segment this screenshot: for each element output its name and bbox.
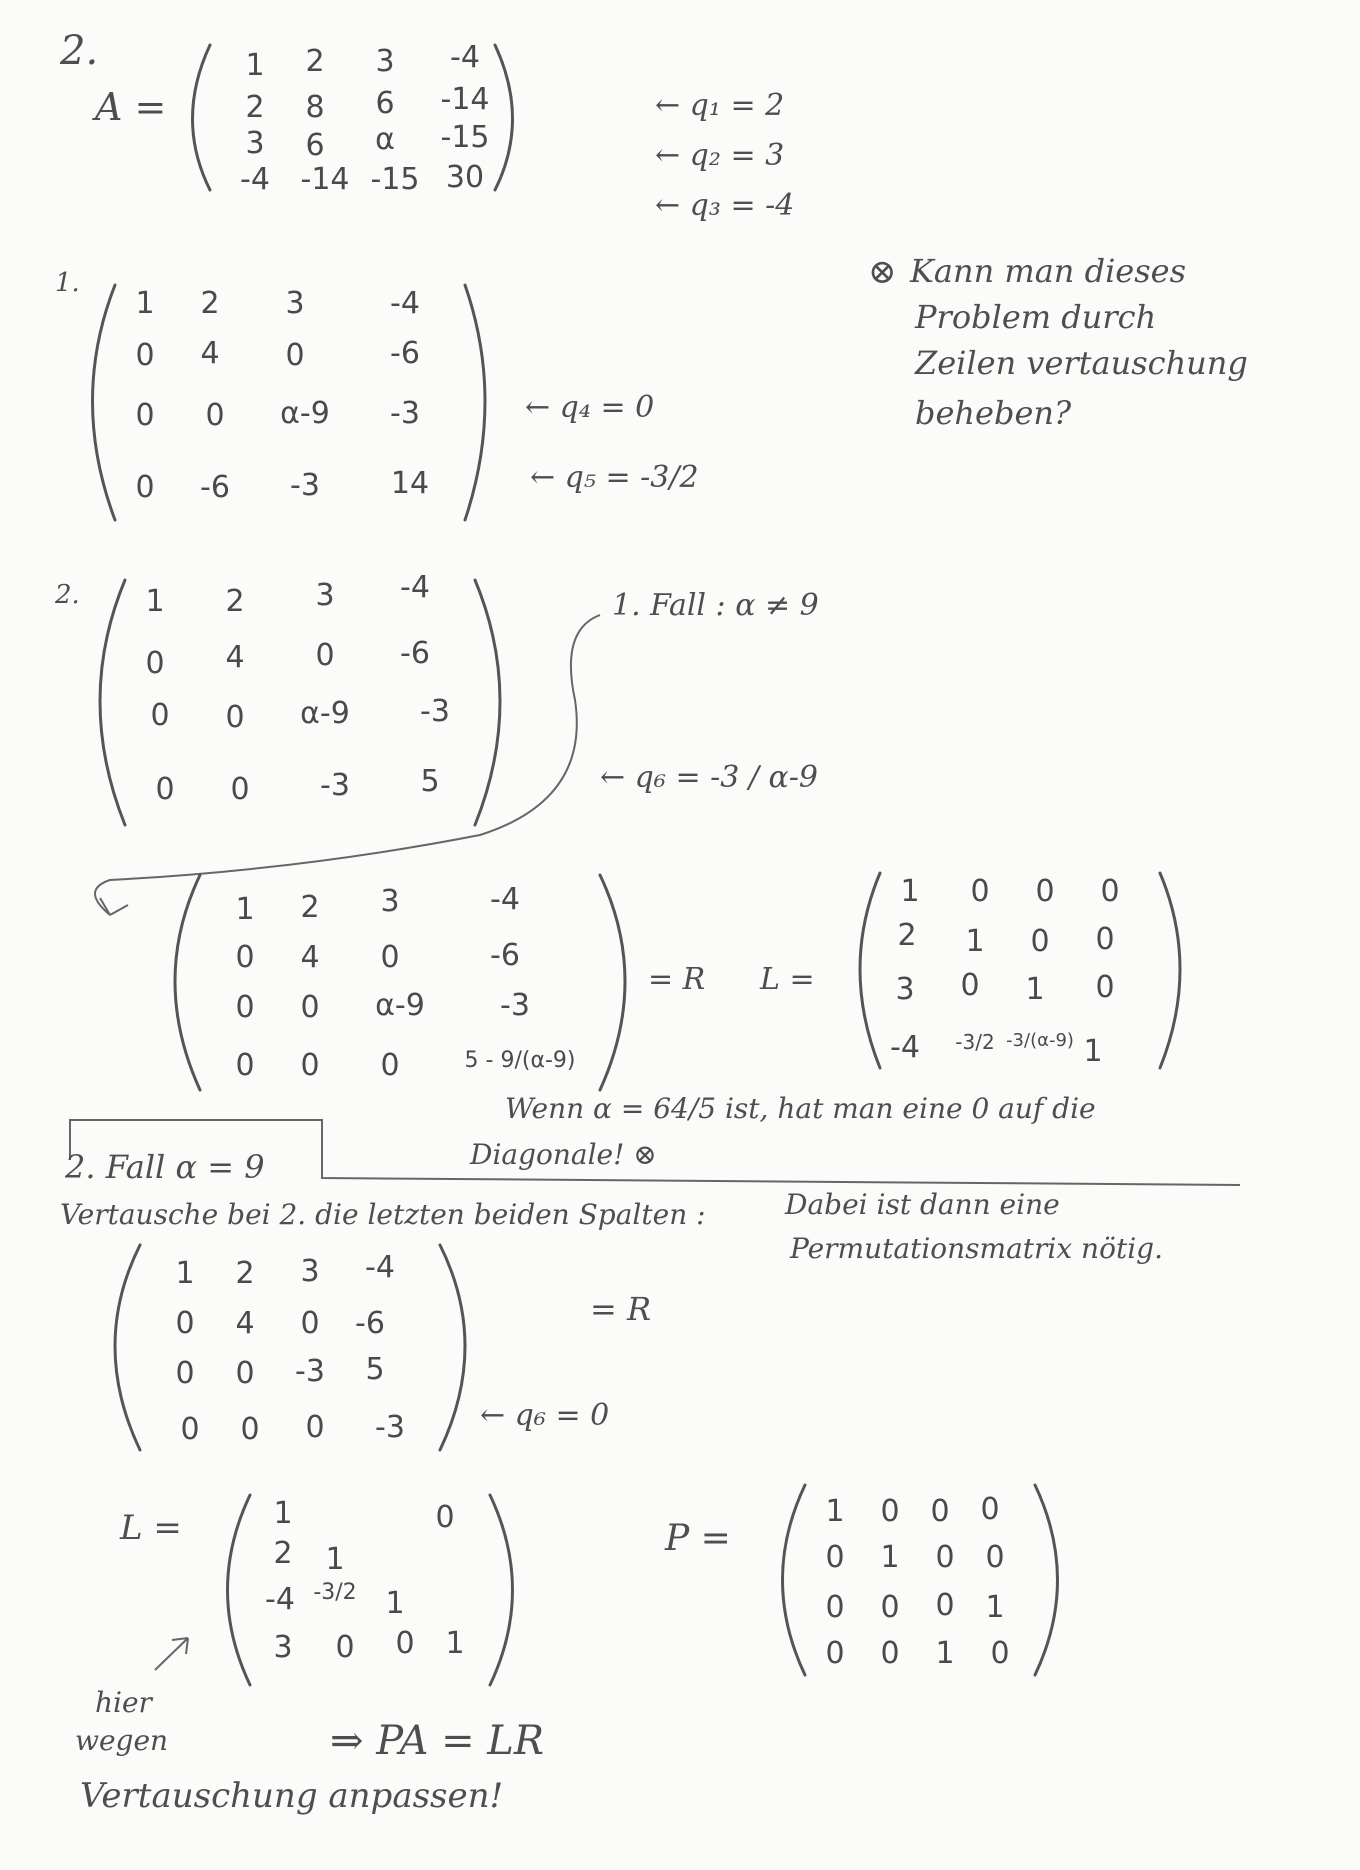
s2-cell: 2 — [225, 584, 245, 619]
l1-cell: 0 — [1100, 874, 1120, 909]
a-cell: 6 — [305, 128, 325, 163]
l1-cell: -3/2 — [955, 1030, 995, 1054]
p-cell: 0 — [825, 1590, 845, 1625]
s1-cell: 4 — [200, 336, 220, 371]
r2-cell: -3 — [295, 1354, 325, 1389]
a-cell: 3 — [375, 44, 395, 79]
s1-cell: 0 — [135, 398, 155, 433]
s2-cell: -3 — [320, 768, 350, 803]
a-cell: -14 — [300, 162, 350, 197]
s1-cell: 14 — [390, 466, 430, 501]
l1-cell: 1 — [965, 924, 985, 959]
r2-cell: 0 — [240, 1412, 260, 1447]
s1-cell: 3 — [285, 286, 305, 321]
case2-p-label: P = — [665, 1518, 731, 1559]
r1-cell: -6 — [490, 938, 520, 973]
matrix-a-label: A = — [95, 85, 167, 129]
s2-cell: 5 — [420, 764, 440, 799]
r2-cell: -4 — [365, 1250, 395, 1285]
factor-q6: ← q₆ = -3 / α-9 — [600, 760, 818, 795]
p-cell: 0 — [880, 1590, 900, 1625]
a-cell: -14 — [440, 82, 490, 117]
l2-cell: -4 — [265, 1582, 295, 1617]
case2-title: 2. Fall α = 9 — [65, 1148, 265, 1186]
r1-cell: 0 — [380, 940, 400, 975]
s1-cell: 1 — [135, 286, 155, 321]
s1-cell: -3 — [290, 468, 320, 503]
p-cell: 0 — [880, 1494, 900, 1529]
a-cell: 8 — [305, 90, 325, 125]
case2-l-label: L = — [120, 1508, 182, 1548]
s1-cell: -3 — [390, 396, 420, 431]
r2-cell: 1 — [175, 1256, 195, 1291]
l1-cell: 0 — [1095, 970, 1115, 1005]
r1-cell: 0 — [235, 990, 255, 1025]
p-cell: 0 — [825, 1636, 845, 1671]
r1-cell: 4 — [300, 940, 320, 975]
r2-cell: 0 — [235, 1356, 255, 1391]
a-cell: -15 — [370, 162, 420, 197]
a-cell: 30 — [445, 160, 485, 195]
note-line: Zeilen vertauschung — [915, 344, 1248, 382]
s2-cell: -6 — [400, 636, 430, 671]
problem-number: 2. — [60, 28, 99, 74]
r2-cell: 0 — [300, 1306, 320, 1341]
factor-q4: ← q₄ = 0 — [525, 390, 655, 425]
s1-cell: -4 — [390, 286, 420, 321]
r1-cell: 0 — [235, 1048, 255, 1083]
r1-cell: 2 — [300, 890, 320, 925]
factor-q3: ← q₃ = -4 — [655, 188, 795, 223]
conclusion-pa-lr: ⇒ PA = LR — [330, 1718, 544, 1764]
l2-cell: 0 — [395, 1626, 415, 1661]
r1-cell: 5 - 9/(α-9) — [464, 1048, 576, 1073]
p-cell: 0 — [880, 1636, 900, 1671]
l1-cell: 0 — [1035, 874, 1055, 909]
case1-l-label: L = — [760, 962, 815, 997]
step1-label: 1. — [55, 268, 80, 298]
s2-cell: 1 — [145, 584, 165, 619]
s1-cell: 0 — [135, 470, 155, 505]
s1-cell: -6 — [390, 336, 420, 371]
l1-cell: -3/(α-9) — [1006, 1030, 1074, 1051]
a-cell: -4 — [450, 40, 480, 75]
l2-cell: 0 — [335, 1630, 355, 1665]
r2-cell: 0 — [305, 1410, 325, 1445]
s2-cell: -3 — [420, 694, 450, 729]
l2-cell: 1 — [385, 1586, 405, 1621]
r2-cell: -3 — [375, 1410, 405, 1445]
p-cell: 0 — [990, 1636, 1010, 1671]
r1-cell: -3 — [500, 988, 530, 1023]
a-cell: -15 — [440, 120, 490, 155]
r2-cell: 0 — [175, 1356, 195, 1391]
s1-cell: -6 — [200, 470, 230, 505]
l1-cell: 0 — [970, 874, 990, 909]
r1-cell: 0 — [300, 990, 320, 1025]
r2-cell: 2 — [235, 1256, 255, 1291]
s1-cell: α-9 — [280, 396, 330, 431]
l1-cell: 1 — [1025, 972, 1045, 1007]
r1-cell: 0 — [300, 1048, 320, 1083]
a-cell: -4 — [240, 162, 270, 197]
l1-cell: 0 — [1030, 924, 1050, 959]
s1-cell: 0 — [285, 338, 305, 373]
case1-title: 1. Fall : α ≠ 9 — [612, 588, 819, 623]
side-note-line1: hier — [95, 1686, 152, 1719]
l2-cell: 0 — [435, 1500, 455, 1535]
r1-cell: 0 — [235, 940, 255, 975]
p-cell: 0 — [980, 1492, 1000, 1527]
s1-cell: 2 — [200, 286, 220, 321]
note-symbol: ⊗ — [868, 252, 897, 292]
r1-cell: α-9 — [375, 988, 425, 1023]
case2-instruction: Vertausche bei 2. die letzten beiden Spalten : — [60, 1198, 706, 1231]
s1-cell: 0 — [135, 338, 155, 373]
p-cell: 1 — [880, 1540, 900, 1575]
case2-factor-q6: ← q₆ = 0 — [480, 1398, 610, 1433]
r2-cell: 4 — [235, 1306, 255, 1341]
l1-cell: 0 — [1095, 922, 1115, 957]
l1-cell: 2 — [897, 918, 917, 953]
a-cell: α — [375, 122, 395, 157]
r1-cell: 3 — [380, 884, 400, 919]
r2-cell: 0 — [180, 1412, 200, 1447]
s1-cell: 0 — [205, 398, 225, 433]
p-cell: 1 — [985, 1590, 1005, 1625]
s2-cell: 4 — [225, 640, 245, 675]
l1-cell: -4 — [890, 1030, 920, 1065]
side-note-line2: wegen — [75, 1724, 169, 1757]
p-cell: 1 — [935, 1636, 955, 1671]
s2-cell: 0 — [225, 700, 245, 735]
factor-q1: ← q₁ = 2 — [655, 88, 785, 123]
p-cell: 0 — [930, 1494, 950, 1529]
r1-cell: -4 — [490, 882, 520, 917]
a-cell: 3 — [245, 126, 265, 161]
l1-cell: 1 — [1083, 1034, 1103, 1069]
r2-cell: 5 — [365, 1352, 385, 1387]
s2-cell: -4 — [400, 570, 430, 605]
l2-cell: 1 — [273, 1496, 293, 1531]
note-line: Problem durch — [915, 298, 1157, 336]
l1-cell: 3 — [895, 972, 915, 1007]
s2-cell: 0 — [230, 772, 250, 807]
step2-label: 2. — [55, 580, 80, 610]
l1-cell: 0 — [960, 968, 980, 1003]
l2-cell: 2 — [273, 1536, 293, 1571]
l2-cell: -3/2 — [313, 1580, 357, 1605]
factor-q2: ← q₂ = 3 — [655, 138, 785, 173]
case1-r-label: = R — [648, 962, 706, 997]
p-cell: 0 — [825, 1540, 845, 1575]
note-line: Kann man dieses — [910, 252, 1187, 290]
s2-cell: 0 — [150, 698, 170, 733]
s2-cell: 3 — [315, 578, 335, 613]
side-note-arrow — [150, 1630, 200, 1680]
side-note-line3: Vertauschung anpassen! — [80, 1776, 504, 1816]
l2-cell: 1 — [445, 1626, 465, 1661]
r1-cell: 0 — [380, 1048, 400, 1083]
p-cell: 1 — [825, 1494, 845, 1529]
s2-cell: 0 — [155, 772, 175, 807]
a-cell: 2 — [305, 44, 325, 79]
s2-cell: α-9 — [300, 696, 350, 731]
r2-cell: 3 — [300, 1254, 320, 1289]
note-line: beheben? — [915, 394, 1072, 432]
p-cell: 0 — [935, 1540, 955, 1575]
s2-cell: 0 — [315, 638, 335, 673]
r1-cell: 1 — [235, 892, 255, 927]
l2-cell: 3 — [273, 1630, 293, 1665]
r2-cell: -6 — [355, 1306, 385, 1341]
l1-cell: 1 — [900, 874, 920, 909]
case1-note-line2: Diagonale! ⊗ — [470, 1138, 657, 1171]
p-cell: 0 — [985, 1540, 1005, 1575]
p-cell: 0 — [935, 1588, 955, 1623]
case1-note-line1: Wenn α = 64/5 ist, hat man eine 0 auf die — [505, 1092, 1096, 1125]
factor-q5: ← q₅ = -3/2 — [530, 460, 699, 495]
a-cell: 2 — [245, 90, 265, 125]
r2-cell: 0 — [175, 1306, 195, 1341]
a-cell: 1 — [245, 48, 265, 83]
s2-cell: 0 — [145, 646, 165, 681]
case2-r-label: = R — [590, 1290, 652, 1328]
l2-cell: 1 — [325, 1542, 345, 1577]
case2-comment-line2: Permutationsmatrix nötig. — [790, 1232, 1163, 1265]
a-cell: 6 — [375, 86, 395, 121]
case2-comment-line1: Dabei ist dann eine — [785, 1188, 1060, 1221]
